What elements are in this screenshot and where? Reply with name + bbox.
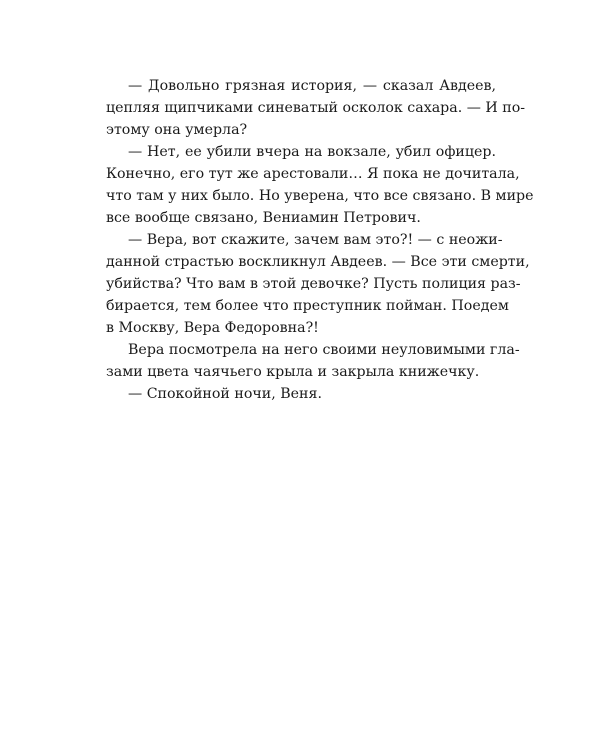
text-line: Конечно, его тут же арестовали… Я пока не дочитала,: [106, 166, 520, 182]
text-line: бирается, тем более что преступник пойман. Поедем: [106, 298, 509, 314]
text-line: Вера посмотрела на него своими неуловимыми гла-: [128, 342, 520, 358]
text-line: в Москву, Вера Федоровна?!: [106, 320, 319, 336]
text-line: — Вера, вот скажите, зачем вам это?! — с неожи-: [128, 232, 503, 248]
paragraph: [106, 339, 520, 383]
text-line: зами цвета чаячьего крыла и закрыла книжечку.: [106, 364, 480, 380]
text-line: убийства? Что вам в этой девочке? Пусть полиция раз-: [106, 276, 521, 292]
body-text: [106, 75, 534, 405]
paragraph: [106, 383, 496, 405]
text-line: данной страстью воскликнул Авдеев. — Все эти смерти,: [106, 254, 530, 270]
text-line: цепляя щипчиками синеватый осколок сахара. — И по-: [106, 100, 526, 116]
paragraph: [106, 141, 534, 229]
text-line: — Нет, ее убили вчера на вокзале, убил офицер.: [128, 144, 496, 160]
text-line: этому она умерла?: [106, 122, 248, 138]
text-line: что там у них было. Но уверена, что все связано. В мире: [106, 188, 534, 204]
paragraph: [106, 75, 526, 141]
text-line: — Спокойной ночи, Веня.: [128, 386, 322, 402]
paragraph: [106, 229, 530, 339]
text-line: — Довольно грязная история, — сказал Авдеев,: [128, 78, 496, 94]
text-line: все вообще связано, Вениамин Петрович.: [106, 210, 421, 226]
